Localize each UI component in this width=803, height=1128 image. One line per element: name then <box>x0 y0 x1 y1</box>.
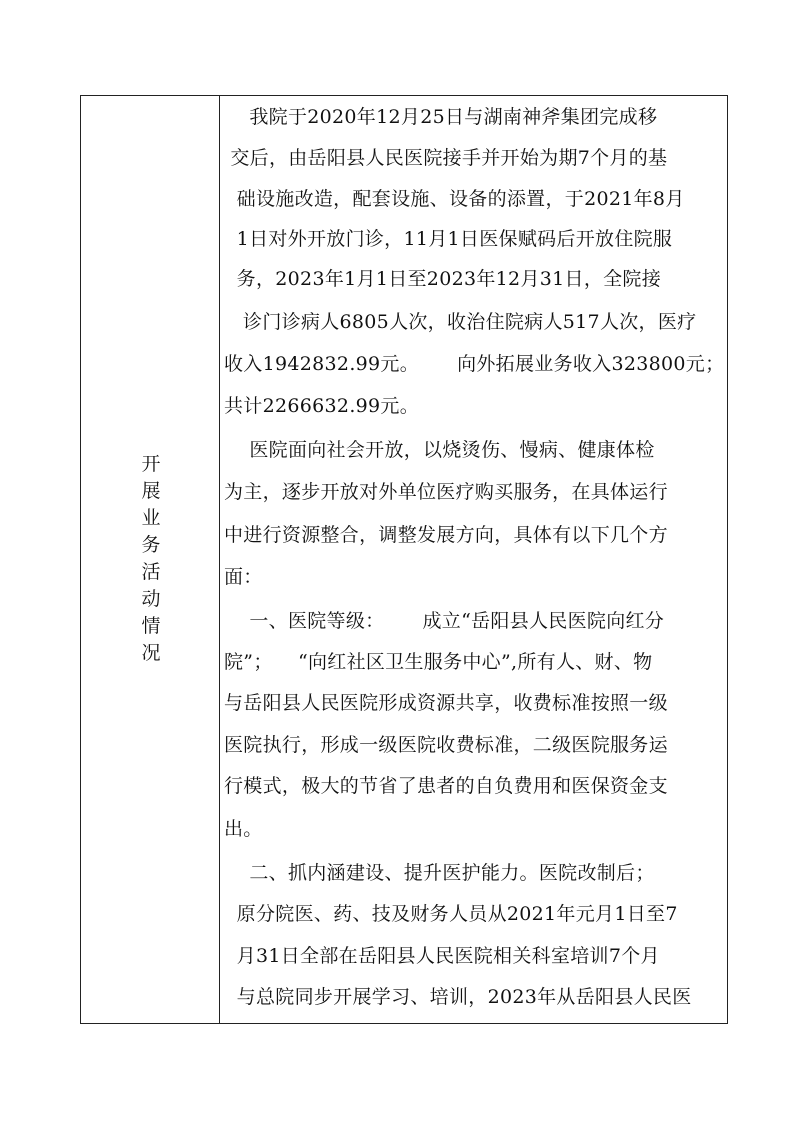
section-label <box>136 451 166 667</box>
section-label-char: 动 <box>141 588 161 610</box>
text-line: 出。 <box>224 818 263 840</box>
section-label-char: 况 <box>141 642 161 664</box>
text-line: 我院于2020年12月25日与湖南神斧集团完成移 <box>224 106 658 128</box>
text-line: 医院面向社会开放，以烧烫伤、慢病、健康体检 <box>224 439 655 461</box>
text-line: 原分院医、药、技及财务人员从2021年元月1日至7 <box>224 903 678 925</box>
text-line: 中进行资源整合，调整发展方向，具体有以下几个方 <box>224 524 668 546</box>
text-line: 二、抓内涵建设、提升医护能力。医院改制后； <box>224 862 655 884</box>
section-label-char: 开 <box>141 453 161 475</box>
section-label-char: 情 <box>141 615 161 637</box>
text-line: 面： <box>224 566 263 588</box>
text-line: 收入1942832.99元。 向外拓展业务收入323800元； <box>224 353 725 375</box>
info-table <box>80 95 728 1024</box>
text-line: 行模式，极大的节省了患者的自负费用和医保资金支 <box>224 775 668 797</box>
text-line: 为主，逐步开放对外单位医疗购买服务，在具体运行 <box>224 481 668 503</box>
text-line: 医院执行，形成一级医院收费标准，二级医院服务运 <box>224 734 668 756</box>
text-line: 础设施改造，配套设施、设备的添置，于2021年8月 <box>224 188 685 210</box>
section-label-char: 务 <box>141 534 161 556</box>
section-label-char: 业 <box>141 507 161 529</box>
text-line: 月31日全部在岳阳县人民医院相关科室培训7个月 <box>224 945 660 967</box>
section-label-char: 活 <box>141 561 161 583</box>
text-line: 1日对外开放门诊，11月1日医保赋码后开放住院服 <box>224 228 673 250</box>
section-label-char: 展 <box>141 480 161 502</box>
text-line: 院”； “向红社区卫生服务中心”,所有人、财、物 <box>224 651 653 673</box>
text-line: 一、医院等级： 成立“岳阳县人民医院向红分 <box>224 610 665 632</box>
text-line: 与岳阳县人民医院形成资源共享，收费标准按照一级 <box>224 692 668 714</box>
text-line: 务，2023年1月1日至2023年12月31日，全院接 <box>224 268 662 290</box>
text-line: 与总院同步开展学习、培训，2023年从岳阳县人民医 <box>224 986 692 1008</box>
text-line: 交后，由岳阳县人民医院接手并开始为期7个月的基 <box>224 147 668 169</box>
text-line: 诊门诊病人6805人次，收治住院病人517人次，医疗 <box>224 311 697 333</box>
text-line: 共计2266632.99元。 <box>224 395 420 417</box>
column-divider <box>219 96 220 1023</box>
